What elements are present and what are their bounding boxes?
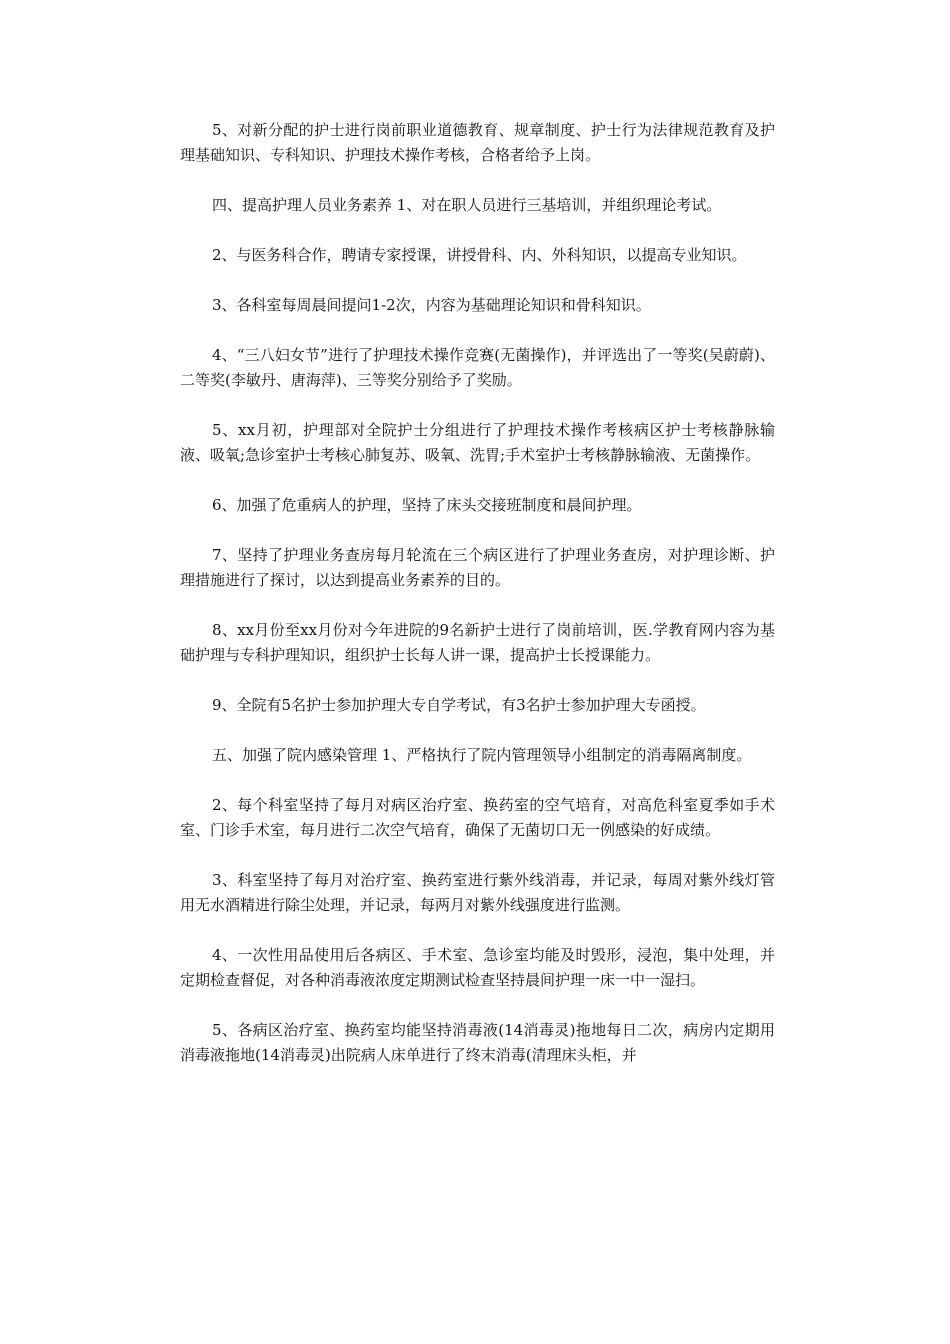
paragraph-13: 3、科室坚持了每月对治疗室、换药室进行紫外线消毒，并记录，每周对紫外线灯管用无水酒精进行除尘处理，并记录，每两月对紫外线强度进行监测。 xyxy=(180,871,775,914)
paragraph-15: 5、各病区治疗室、换药室均能坚持消毒液(14消毒灵)拖地每日二次，病房内定期用消毒液拖地(14消毒灵)出院病人床单进行了终末消毒(清理床头柜，并 xyxy=(180,1021,775,1064)
paragraph-10: 9、全院有5名护士参加护理大专自学考试，有3名护士参加护理大专函授。 xyxy=(212,696,706,714)
paragraph-5: 4、“三八妇女节”进行了护理技术操作竞赛(无菌操作)，并评选出了一等奖(吴蔚蔚)、二等奖(李敏丹、唐海萍)、三等奖分别给予了奖励。 xyxy=(180,346,775,389)
paragraph-6: 5、xx月初，护理部对全院护士分组进行了护理技术操作考核病区护士考核静脉输液、吸氧;急诊室护士考核心肺复苏、吸氧、洗胃;手术室护士考核静脉输液、无菌操作。 xyxy=(180,421,775,464)
paragraph-14: 4、一次性用品使用后各病区、手术室、急诊室均能及时毁形，浸泡，集中处理，并定期检查督促，对各种消毒液浓度定期测试检查坚持晨间护理一床一中一湿扫。 xyxy=(180,946,775,989)
paragraph-3: 2、与医务科合作，聘请专家授课，讲授骨科、内、外科知识，以提高专业知识。 xyxy=(212,246,747,264)
paragraph-2: 四、提高护理人员业务素养 1、对在职人员进行三基培训，并组织理论考试。 xyxy=(212,196,722,214)
document-body xyxy=(180,118,775,1093)
paragraph-1: 5、对新分配的护士进行岗前职业道德教育、规章制度、护士行为法律规范教育及护理基础知识、专科知识、护理技术操作考核，合格者给予上岗。 xyxy=(180,121,775,164)
paragraph-12: 2、每个科室坚持了每月对病区治疗室、换药室的空气培育，对高危科室夏季如手术室、门诊手术室，每月进行二次空气培育，确保了无菌切口无一例感染的好成绩。 xyxy=(180,796,775,839)
paragraph-9: 8、xx月份至xx月份对今年进院的9名新护士进行了岗前培训，医.学教育网内容为基础护理与专科护理知识，组织护士长每人讲一课，提高护士长授课能力。 xyxy=(180,621,775,664)
paragraph-4: 3、各科室每周晨间提问1-2次，内容为基础理论知识和骨科知识。 xyxy=(212,296,651,314)
paragraph-11: 五、加强了院内感染管理 1、严格执行了院内管理领导小组制定的消毒隔离制度。 xyxy=(212,746,752,764)
paragraph-7: 6、加强了危重病人的护理，坚持了床头交接班制度和晨间护理。 xyxy=(212,496,642,514)
paragraph-8: 7、坚持了护理业务查房每月轮流在三个病区进行了护理业务查房，对护理诊断、护理措施进行了探讨，以达到提高业务素养的目的。 xyxy=(180,546,775,589)
